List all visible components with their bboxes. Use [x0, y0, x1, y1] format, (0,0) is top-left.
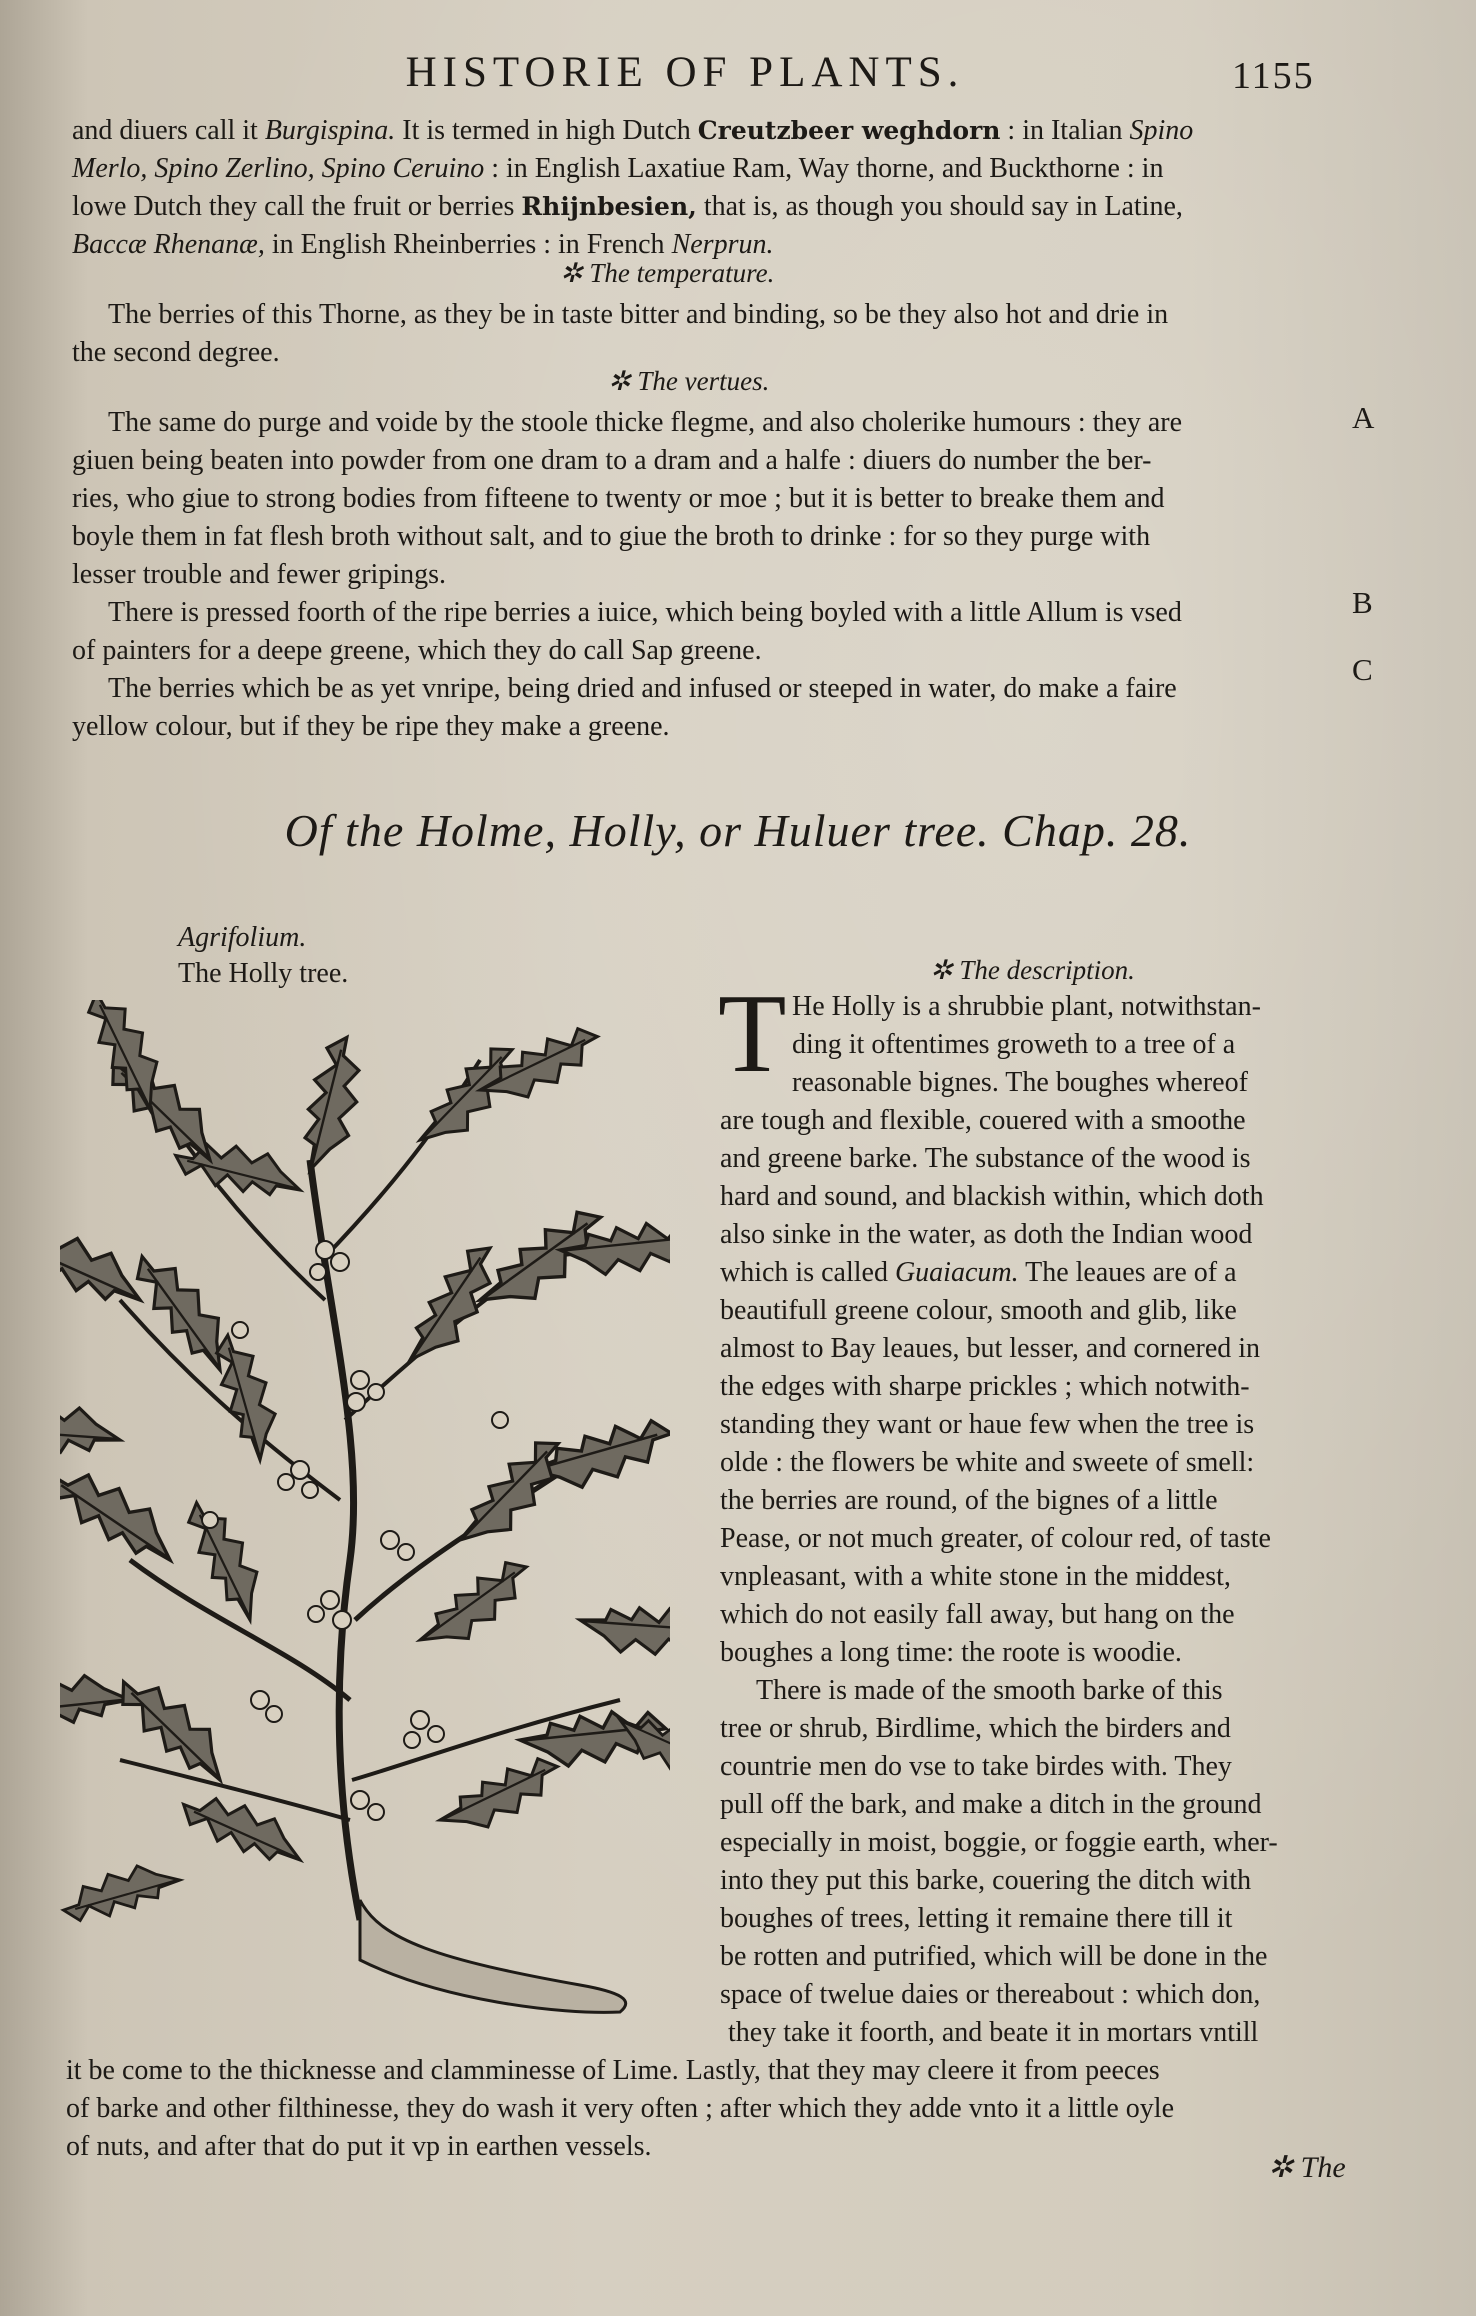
chapter-title: Of the Holme, Holly, or Huluer tree. Chap. 28. — [284, 805, 1192, 856]
description-line: reasonable bignes. The boughes whereof — [792, 1067, 1248, 1098]
description-line: Pease, or not much greater, of colour red, of taste — [720, 1523, 1271, 1554]
names-line: Baccæ Rhenanæ, in English Rheinberries : in French Nerprun. — [72, 229, 774, 260]
description-line: boughes a long time: the roote is woodie. — [720, 1637, 1182, 1668]
vertues-line: giuen being beaten into powder from one dram to a dram and a halfe : diuers do number the ber- — [72, 445, 1152, 476]
temperature-line: the second degree. — [72, 337, 280, 368]
description-line: the berries are round, of the bignes of a little — [720, 1485, 1218, 1516]
description-line: especially in moist, boggie, or foggie earth, wher- — [720, 1827, 1278, 1858]
vertues-line: of painters for a deepe greene, which they do call Sap greene. — [72, 635, 762, 666]
temperature-line: The berries of this Thorne, as they be in taste bitter and binding, so be they also hot and drie in — [108, 299, 1169, 330]
description-heading: ✲ The description. — [930, 955, 1135, 985]
description-line: There is made of the smooth barke of this — [756, 1675, 1223, 1706]
description-line: vnpleasant, with a white stone in the middest, — [720, 1561, 1231, 1592]
description-line: be rotten and putrified, which will be done in the — [720, 1941, 1268, 1972]
description-line: are tough and flexible, couered with a smoothe — [720, 1105, 1246, 1136]
description-line: space of twelue daies or thereabout : which don, — [720, 1979, 1261, 2010]
figure-english-name: The Holly tree. — [178, 958, 349, 989]
description-line: He Holly is a shrubbie plant, notwithstan- — [792, 991, 1261, 1022]
margin-letter-c: C — [1352, 652, 1373, 687]
page-header — [0, 48, 1476, 118]
vertues-line: There is pressed foorth of the ripe berries a iuice, which being boyled with a little Allum is vsed — [108, 597, 1182, 628]
description-line: ding it oftentimes groweth to a tree of a — [792, 1029, 1236, 1060]
vertues-line: ries, who giue to strong bodies from fifteene to twenty or moe ; but it is better to breake them and — [72, 483, 1165, 514]
vertues-line: The berries which be as yet vnripe, being dried and infused or steeped in water, do make a faire — [108, 673, 1177, 704]
description-line: boughes of trees, letting it remaine there till it — [720, 1903, 1233, 1934]
margin-letter-a: A — [1352, 400, 1375, 435]
closing-line: it be come to the thicknesse and clamminesse of Lime. Lastly, that they may cleere it from peeces — [66, 2055, 1160, 2086]
figure-latin-name: Agrifolium. — [178, 922, 307, 953]
running-title: HISTORIE OF PLANTS. — [405, 49, 965, 96]
holly-leaves — [60, 1000, 670, 1955]
description-line: almost to Bay leaues, but lesser, and cornered in — [720, 1333, 1261, 1364]
description-line: standing they want or haue few when the tree is — [720, 1409, 1255, 1440]
vertues-heading: ✲ The vertues. — [608, 366, 770, 396]
description-line: which is called Guaiacum. The leaues are of a — [720, 1257, 1237, 1288]
description-line: olde : the flowers be white and sweete of smell: — [720, 1447, 1255, 1478]
description-line: also sinke in the water, as doth the Indian wood — [720, 1219, 1253, 1250]
holly-stem — [120, 1060, 620, 1920]
holly-woodcut — [60, 1000, 670, 2030]
catchword: ✲ The — [1268, 2151, 1346, 2184]
description-line: they take it foorth, and beate it in mortars vntill — [728, 2017, 1259, 2048]
names-line: and diuers call it Burgispina. It is termed in high Dutch Creutzbeer weghdorn : in Italian Spino — [72, 115, 1194, 146]
description-line: countrie men do vse to take birdes with. They — [720, 1751, 1232, 1782]
temperature-heading: ✲ The temperature. — [560, 258, 775, 288]
description-line: pull off the bark, and make a ditch in the ground — [720, 1789, 1262, 1820]
vertues-line: boyle them in fat flesh broth without salt, and to giue the broth to drinke : for so they purge with — [72, 521, 1151, 552]
vertues-line: The same do purge and voide by the stoole thicke flegme, and also cholerike humours : they are — [108, 407, 1183, 438]
closing-line: of nuts, and after that do put it vp in earthen vessels. — [66, 2131, 652, 2162]
vertues-line: lesser trouble and fewer gripings. — [72, 559, 446, 590]
description-line: beautifull greene colour, smooth and glib, like — [720, 1295, 1237, 1326]
margin-letter-b: B — [1352, 585, 1373, 620]
page-number: 1155 — [1232, 55, 1315, 97]
drop-cap: T — [718, 972, 787, 1096]
names-line: Merlo, Spino Zerlino, Spino Ceruino : in English Laxatiue Ram, Way thorne, and Buckthorne : in — [72, 153, 1164, 184]
description-line: hard and sound, and blackish within, which doth — [720, 1181, 1264, 1212]
holly-root — [360, 1900, 626, 2012]
description-line: into they put this barke, couering the ditch with — [720, 1865, 1252, 1896]
description-line: which do not easily fall away, but hang on the — [720, 1599, 1235, 1630]
closing-line: of barke and other filthinesse, they do wash it very often ; after which they adde vnto it a little oyle — [66, 2093, 1174, 2124]
description-line: and greene barke. The substance of the wood is — [720, 1143, 1251, 1174]
description-line: the edges with sharpe prickles ; which notwith- — [720, 1371, 1250, 1402]
names-line: lowe Dutch they call the fruit or berries Rhijnbesien, that is, as though you should say in Latine, — [72, 191, 1183, 222]
description-line: tree or shrub, Birdlime, which the birders and — [720, 1713, 1231, 1744]
vertues-line: yellow colour, but if they be ripe they make a greene. — [72, 711, 670, 742]
